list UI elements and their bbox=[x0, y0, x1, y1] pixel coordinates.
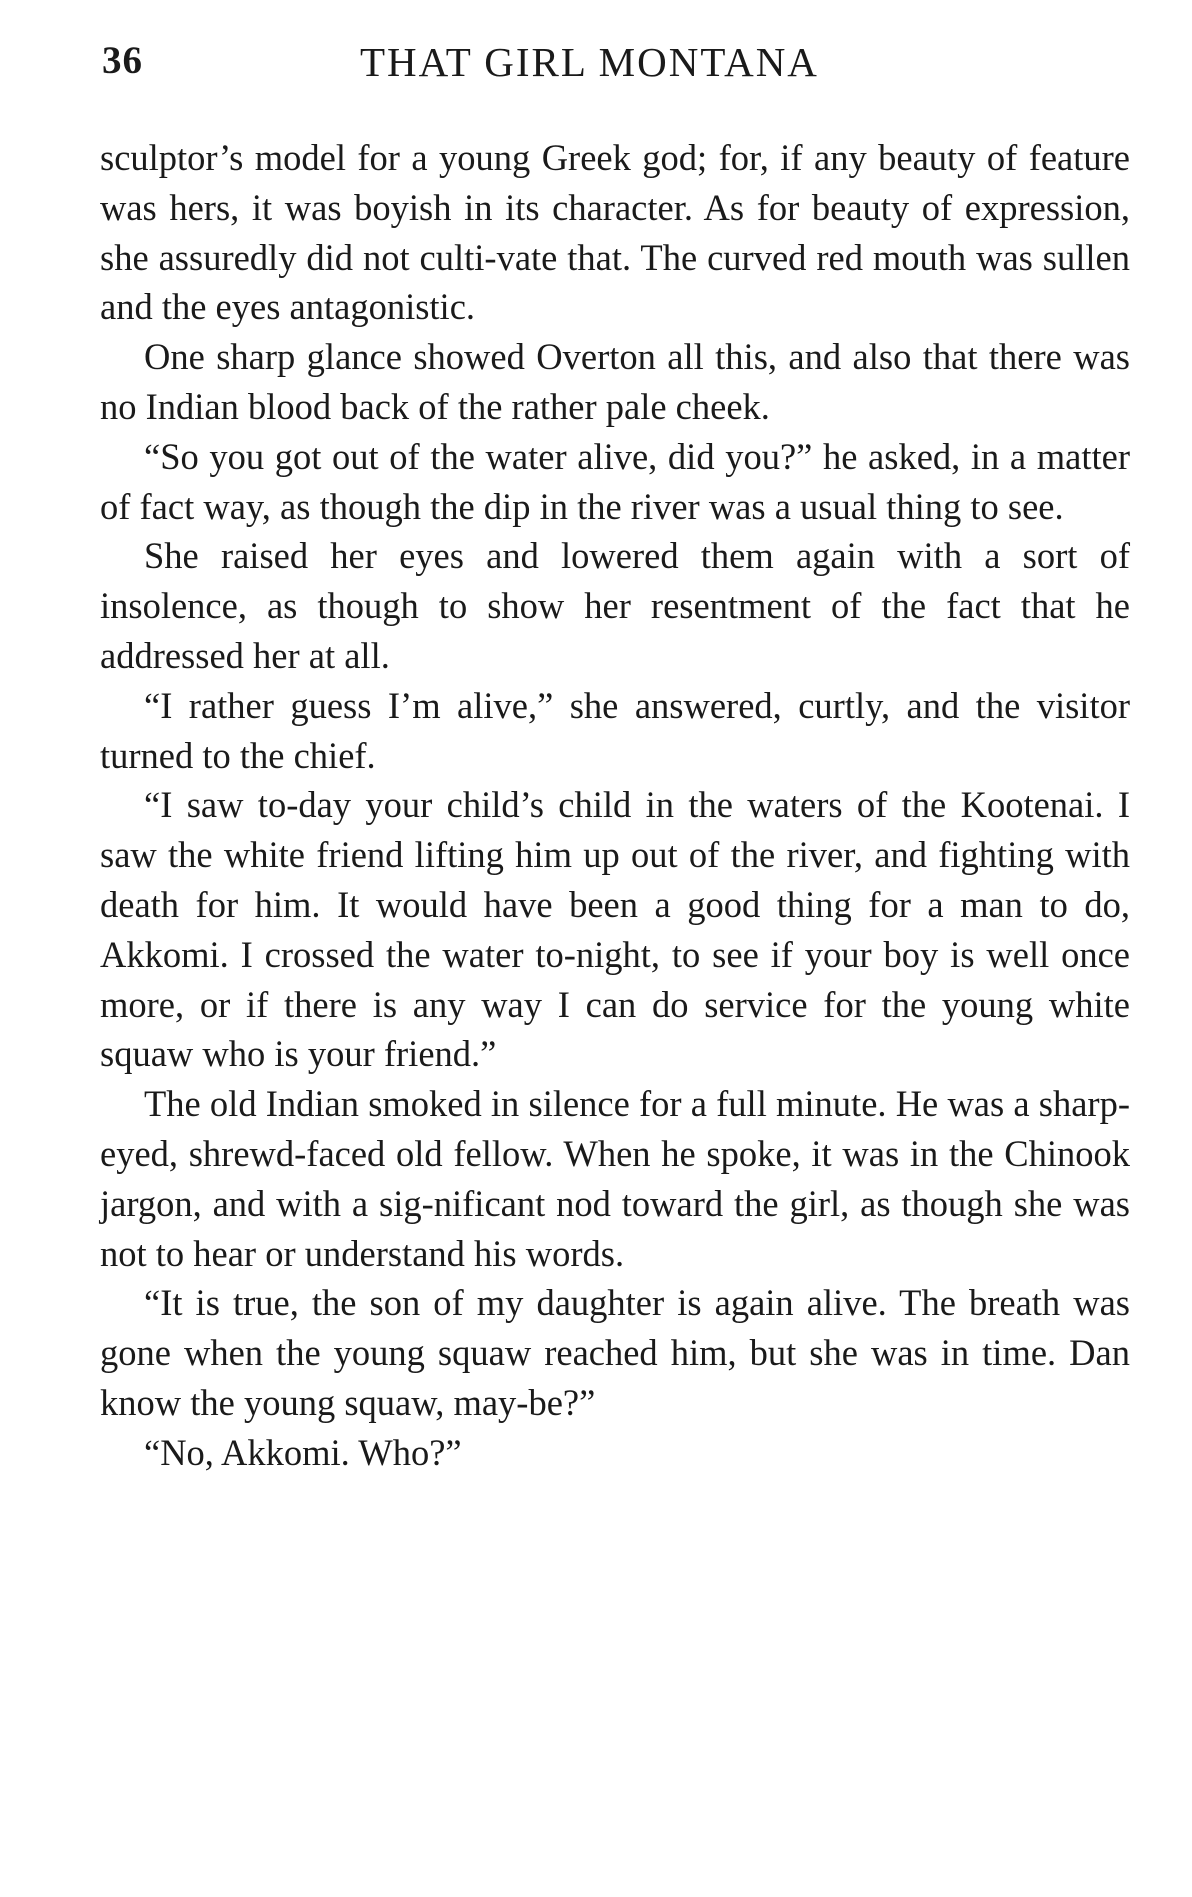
paragraph: The old Indian smoked in silence for a full minute. He was a sharp-eyed, shrewd-faced old fellow. When he spoke, it was in the Chinook jargon, and with a sig-nificant nod toward the girl, as though she was not to hear or understand his words. bbox=[100, 1083, 1130, 1274]
paragraph: “No, Akkomi. Who?” bbox=[144, 1431, 462, 1473]
page-number: 36 bbox=[102, 39, 143, 82]
body-text bbox=[100, 133, 1130, 1478]
paragraph: “I rather guess I’m alive,” she answered, curtly, and the visitor turned to the chief. bbox=[100, 684, 1130, 776]
paragraph: She raised her eyes and lowered them again with a sort of insolence, as though to show her resentment of the fact that he addressed her at all. bbox=[100, 535, 1130, 676]
paragraph: sculptor’s model for a young Greek god; for, if any beauty of feature was hers, it was boyish in its character. As for beauty of expression, she assuredly did not culti-vate that. The curved red mouth was sullen and the eyes antagonistic. bbox=[100, 137, 1130, 328]
paragraph: “I saw to-day your child’s child in the waters of the Kootenai. I saw the white friend lifting him up out of the river, and fighting with death for him. It would have been a good thing for a man to do, Akkomi. I crossed the water to-night, to see if your boy is well once more, or if there is any way I can do service for the young white squaw who is your friend.” bbox=[100, 784, 1130, 1075]
paragraph: “So you got out of the water alive, did you?” he asked, in a matter of fact way, as though the dip in the river was a usual thing to see. bbox=[100, 435, 1130, 527]
paragraph: “It is true, the son of my daughter is again alive. The breath was gone when the young squaw reached him, but she was in time. Dan know the young squaw, may-be?” bbox=[100, 1282, 1130, 1423]
running-head: THAT GIRL MONTANA bbox=[360, 39, 819, 85]
paragraph: One sharp glance showed Overton all this, and also that there was no Indian blood back of the rather pale cheek. bbox=[100, 336, 1130, 427]
page-header bbox=[102, 38, 1130, 94]
